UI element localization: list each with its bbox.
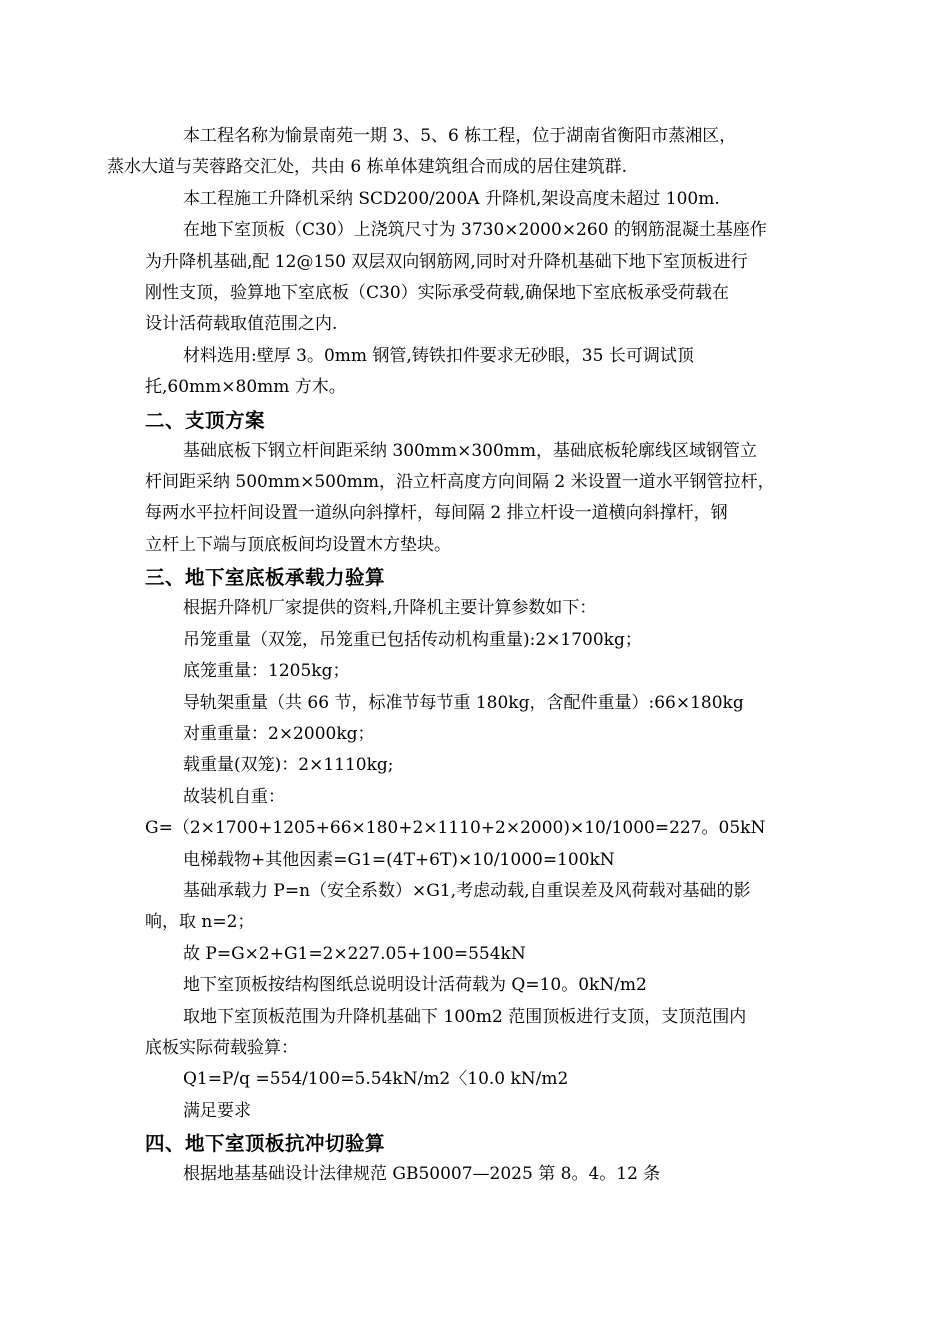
calc-line: 故 P=G×2+G1=2×227.05+100=554kN [183, 943, 526, 964]
calc-line: 导轨架重量（共 66 节，标准节每节重 180kg，含配件重量）:66×180kg [183, 692, 744, 713]
calc-line: 对重重量：2×2000kg； [183, 723, 375, 744]
calc-paragraph [145, 876, 805, 939]
calc-line: 载重量(双笼)：2×1110kg; [183, 755, 394, 776]
calc-line: 故装机自重： [183, 786, 285, 807]
text-line: 在地下室顶板（C30）上浇筑尺寸为 3730×2000×260 的钢筋混凝土基座作 [183, 220, 767, 241]
calc-line: 底笼重量：1205kg； [183, 661, 350, 682]
calc-line: Q1=P/q =554/100=5.54kN/m2〈10.0 kN/m2 [183, 1069, 569, 1090]
section-2-paragraph [145, 436, 805, 562]
calc-paragraph [145, 1002, 805, 1065]
section-heading-2: 二、支顶方案 [145, 408, 266, 432]
calc-line: 根据地基基础设计法律规范 GB50007—2025 第 8。4。12 条 [183, 1164, 661, 1185]
intro-paragraph-1 [107, 121, 805, 184]
intro-paragraph-3 [145, 215, 805, 341]
text-line: 为升降机基础,配 12@150 双层双向钢筋网,同时对升降机基础下地下室顶板进行 [145, 251, 748, 272]
intro-paragraph-4 [145, 341, 805, 404]
document-body [107, 121, 805, 1191]
text-line: 蒸水大道与芙蓉路交汇处，共由 6 栋单体建筑组合而成的居住建筑群. [107, 157, 628, 178]
text-line: 响，取 n=2； [145, 912, 255, 933]
text-line: 底板实际荷载验算： [145, 1037, 298, 1058]
formula-self-weight: G=（2×1700+1205+66×180+2×1110+2×2000)×10/1000=227。05kN [145, 818, 766, 839]
text-line: 立杆上下端与顶底板间均设置木方垫块。 [145, 534, 451, 555]
text-line: 刚性支顶，验算地下室底板（C30）实际承受荷载,确保地下室底板承受荷载在 [145, 283, 730, 304]
text-line: 托,60mm×80mm 方木。 [145, 377, 346, 398]
text-line: 每两水平拉杆间设置一道纵向斜撑杆，每间隔 2 排立杆设一道横向斜撑杆，钢 [145, 503, 728, 524]
calc-line: 电梯载物+其他因素=G1=(4T+6T)×10/1000=100kN [183, 849, 615, 870]
section-heading-3: 三、地下室底板承载力验算 [145, 566, 386, 590]
text-line: 取地下室顶板范围为升降机基础下 100m2 范围顶板进行支顶，支顶范围内 [183, 1006, 747, 1027]
text-line: 材料选用:壁厚 3。0mm 钢管,铸铁扣件要求无砂眼，35 长可调试顶 [183, 345, 694, 366]
calc-line: 地下室顶板按结构图纸总说明设计活荷载为 Q=10。0kN/m2 [183, 975, 647, 996]
text-line: 本工程名称为愉景南苑一期 3、5、6 栋工程，位于湖南省衡阳市蒸湘区， [183, 126, 737, 146]
calc-line: 根据升降机厂家提供的资料,升降机主要计算参数如下： [183, 598, 597, 619]
calc-line: 满足要求 [183, 1100, 251, 1121]
text-line: 基础底板下钢立杆间距采纳 300mm×300mm，基础底板轮廓线区域钢管立 [183, 440, 758, 461]
intro-paragraph-2: 本工程施工升降机采纳 SCD200/200A 升降机,架设高度未超过 100m. [183, 188, 720, 209]
text-line: 杆间距采纳 500mm×500mm，沿立杆高度方向间隔 2 米设置一道水平钢管拉杆， [145, 472, 775, 493]
text-line: 基础承载力 P=n（安全系数）×G1,考虑动载,自重误差及风荷载对基础的影 [183, 880, 751, 901]
section-heading-4: 四、地下室顶板抗冲切验算 [145, 1132, 386, 1156]
text-line: 设计活荷载取值范围之内. [145, 314, 338, 335]
calc-line: 吊笼重量（双笼，吊笼重已包括传动机构重量):2×1700kg； [183, 629, 642, 650]
